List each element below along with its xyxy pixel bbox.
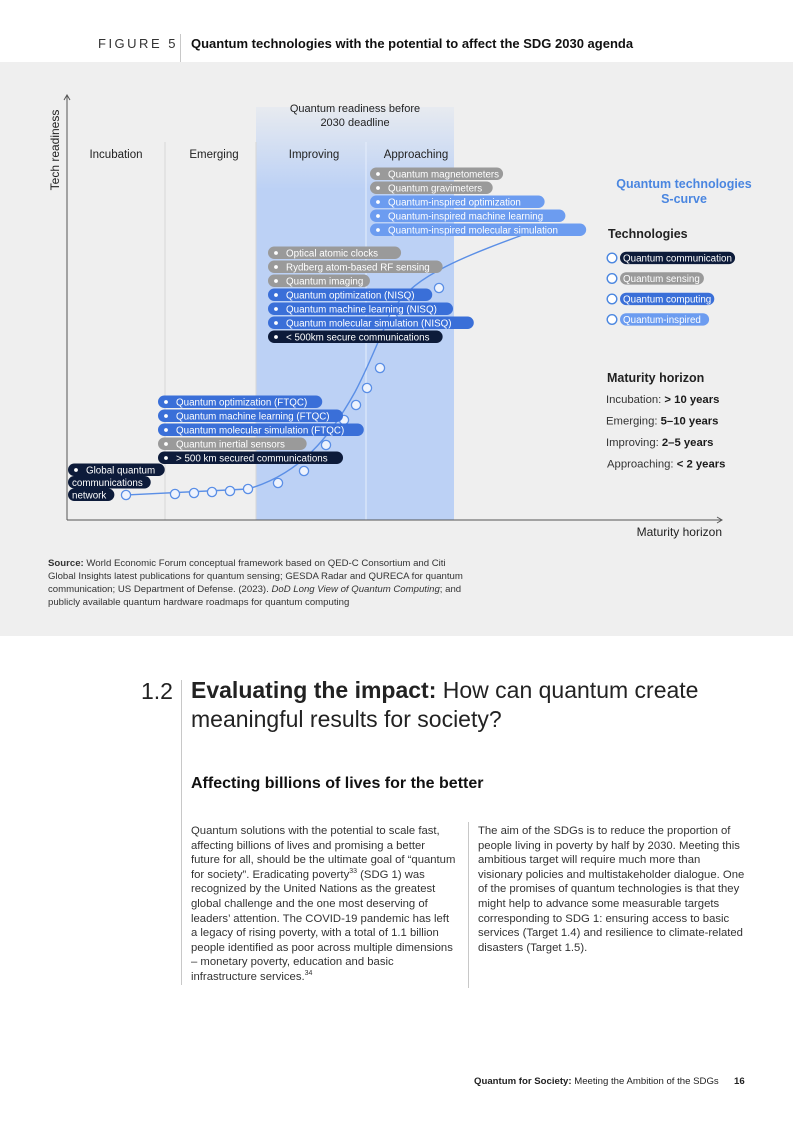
tag-label: Quantum machine learning (FTQC) <box>176 411 330 423</box>
maturity-heading: Maturity horizon <box>607 371 705 385</box>
tag-label: Quantum-inspired machine learning <box>388 211 544 223</box>
legend-label: Quantum sensing <box>623 273 700 285</box>
curve-point <box>189 488 198 497</box>
tag-bullet <box>164 400 168 404</box>
maturity-item <box>606 416 718 428</box>
tag-label: Quantum machine learning (NISQ) <box>286 304 437 316</box>
figure-source <box>48 557 468 609</box>
curve-point <box>273 478 282 487</box>
tag-label: Global quantum <box>86 465 156 477</box>
page-footer <box>474 1076 719 1087</box>
tag-label: Rydberg atom-based RF sensing <box>286 262 430 274</box>
tag-bullet <box>164 442 168 446</box>
tag-bullet <box>376 172 380 176</box>
tag-bullet <box>376 186 380 190</box>
footer-title-bold: Quantum for Society: <box>474 1076 572 1087</box>
maturity-item <box>606 437 713 449</box>
tag-bullet <box>274 251 278 255</box>
maturity-item-value: < 2 years <box>676 458 726 471</box>
tag-label: > 500 km secured communications <box>176 453 328 465</box>
readiness-band-label-2: 2030 deadline <box>320 117 390 129</box>
curve-point <box>170 489 179 498</box>
maturity-item-value: 2–5 years <box>661 437 714 449</box>
tag-bullet <box>274 321 278 325</box>
column-divider <box>468 822 469 988</box>
col1-text-a: Quantum solutions with the potential to scale fast, affecting billions of lives and promising a better future for all, should be the ultimate goal of “quantum for society”. Eradicating poverty <box>191 825 456 881</box>
maturity-item-label: Approaching: <box>607 458 677 471</box>
phase-label-emerging: Emerging <box>189 149 239 161</box>
maturity-item <box>607 459 725 471</box>
source-label: Source: <box>48 558 84 569</box>
section-title <box>191 676 751 734</box>
legend-label: Quantum communication <box>623 253 732 265</box>
curve-point <box>375 363 384 372</box>
section-title-rest: How can quantum create meaningful results for society? <box>191 677 699 732</box>
tag-bullet <box>274 293 278 297</box>
legend-marker <box>607 315 617 325</box>
technologies-heading: Technologies <box>608 227 688 241</box>
tag-bullet <box>274 279 278 283</box>
tag-label: Quantum optimization (NISQ) <box>286 290 415 302</box>
s-curve-label-2: S-curve <box>661 192 707 206</box>
page-number: 16 <box>734 1076 745 1087</box>
footer-title-rest: Meeting the Ambition of the SDGs <box>571 1076 719 1087</box>
tag-label: network <box>72 490 107 502</box>
body-column-1 <box>191 824 456 985</box>
y-axis-label: Tech readiness <box>48 109 62 191</box>
figure-panel <box>0 62 793 636</box>
spacer <box>0 62 793 63</box>
phase-label-incubation: Incubation <box>89 149 143 161</box>
x-axis-label: Maturity horizon <box>636 525 722 539</box>
tag-label: Quantum molecular simulation (NISQ) <box>286 318 452 330</box>
tag-label: Quantum-inspired molecular simulation <box>388 225 558 237</box>
tag-bullet <box>274 335 278 339</box>
tag-bullet <box>376 228 380 232</box>
tag-label: Optical atomic clocks <box>286 248 379 260</box>
legend-marker <box>607 274 617 284</box>
col1-text-b: (SDG 1) was recognized by the United Nations as the greatest global challenge and the one most deserving of leaders’ attention. The COVID-19 pandemic has left a legacy of rising poverty, with a total of 1.1 billion people identified as poor across multiple dimensions – monetary poverty, education and basic infrastructure services. <box>191 868 453 983</box>
curve-point <box>351 400 360 409</box>
source-text-2: ; and publicly available quantum hardware roadmaps for quantum computing <box>48 584 462 608</box>
source-text-1: World Economic Forum conceptual framework based on QED-C Consortium and Citi Global Insights latest publications for quantum sensing; GESDA Radar and QURECA for quantum communication; US Department of Defense. (2023). <box>48 558 463 595</box>
s-curve-label-1: Quantum technologies <box>616 177 752 191</box>
phase-label-approaching: Approaching <box>383 149 449 161</box>
maturity-list <box>606 394 725 471</box>
maturity-item-label: Improving: <box>606 437 662 449</box>
maturity-item-value: 5–10 years <box>660 415 719 428</box>
s-curve-diagram <box>0 62 793 542</box>
tag-bullet <box>164 456 168 460</box>
tag-label: Quantum imaging <box>286 276 364 288</box>
tag-bullet <box>274 307 278 311</box>
legend-marker <box>607 253 617 263</box>
curve-point <box>207 487 216 496</box>
source-italic: DoD Long View of Quantum Computing <box>271 584 440 595</box>
section-subheading: Affecting billions of lives for the better <box>191 775 484 792</box>
tag-label: Quantum magnetometers <box>388 169 500 181</box>
section-number: 1.2 <box>141 678 173 704</box>
curve-point <box>321 440 330 449</box>
legend-marker <box>607 294 617 304</box>
body-column-2: The aim of the SDGs is to reduce the proportion of people living in poverty by half by 2030. Meeting this ambitious target will require much more than visionary policies and multistakeholder dialogue. One of the promises of quantum technologies is that they might help to advance some measurable targets corresponding to SDG 1: ensuring access to basic services (Target 1.4) and resilience to climate-related disasters (Target 1.5). <box>478 825 745 954</box>
figure-label: FIGURE 5 <box>98 36 178 51</box>
maturity-item-label: Incubation: <box>606 394 665 406</box>
footnote-ref-34: 34 <box>304 970 313 978</box>
readiness-band-label-1: Quantum readiness before <box>289 103 421 115</box>
tag-label: communications <box>72 477 143 489</box>
figure-title: Quantum technologies with the potential to affect the SDG 2030 agenda <box>191 36 634 51</box>
curve-point <box>299 466 308 475</box>
legend-label: Quantum computing <box>623 294 712 306</box>
footnote-ref-33: 33 <box>349 868 358 876</box>
maturity-item-value: > 10 years <box>664 394 720 406</box>
tag-label: Quantum inertial sensors <box>176 439 285 451</box>
curve-point <box>121 490 130 499</box>
tag-bullet <box>164 428 168 432</box>
curve-point <box>225 486 234 495</box>
tag-bullet <box>376 200 380 204</box>
tag-bullet <box>274 265 278 269</box>
maturity-item <box>606 394 719 406</box>
tag-bullet <box>74 468 78 472</box>
section-divider <box>181 680 182 985</box>
tag-label: Quantum optimization (FTQC) <box>176 397 308 409</box>
tag-bullet <box>164 414 168 418</box>
technologies-legend <box>607 252 735 326</box>
tag-label: Quantum-inspired optimization <box>388 197 521 209</box>
tag-label: Quantum gravimeters <box>388 183 483 195</box>
maturity-item-label: Emerging: <box>606 415 661 428</box>
curve-point <box>362 383 371 392</box>
tag-label: < 500km secure communications <box>286 332 430 344</box>
legend-label: Quantum-inspired <box>623 314 701 326</box>
curve-point <box>243 484 252 493</box>
phase-label-improving: Improving <box>288 149 340 161</box>
tag-bullet <box>376 214 380 218</box>
figure-divider <box>180 34 181 62</box>
section-title-bold: Evaluating the impact: <box>191 677 437 703</box>
tag-label: Quantum molecular simulation (FTQC) <box>176 425 345 437</box>
curve-point <box>434 283 443 292</box>
